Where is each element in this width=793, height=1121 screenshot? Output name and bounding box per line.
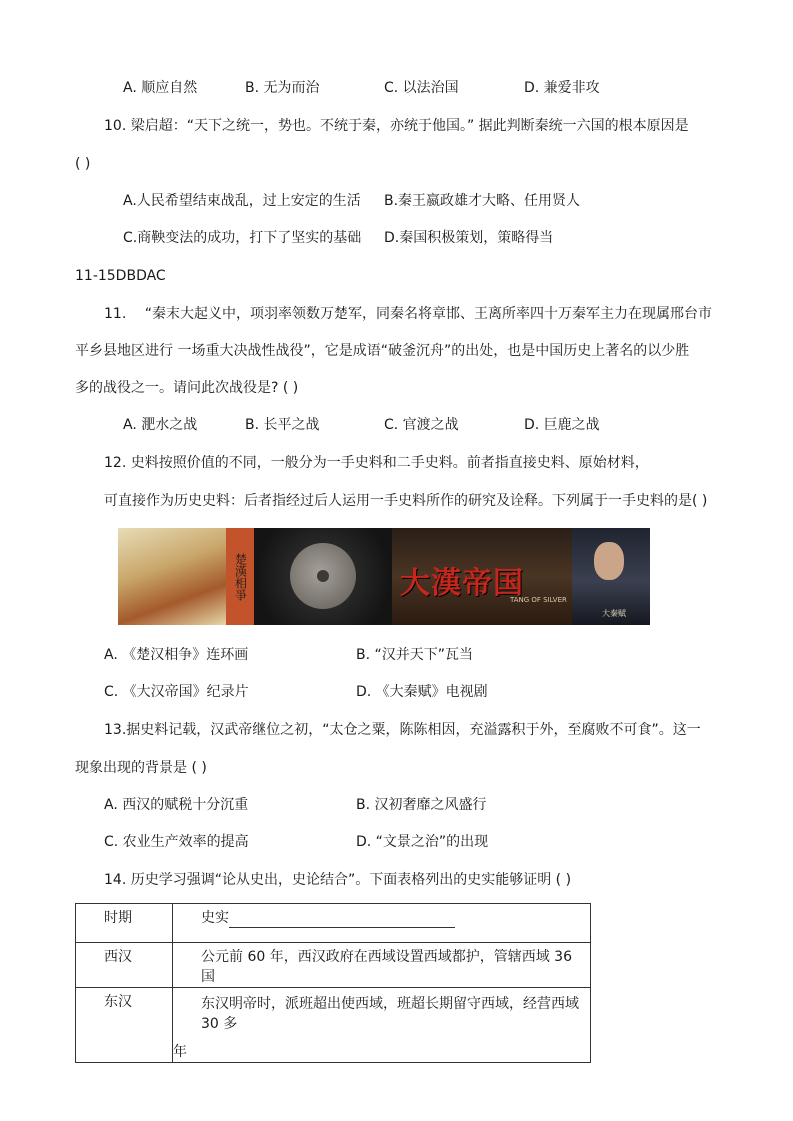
q12-option-b: B. “汉并天下”瓦当 bbox=[356, 647, 474, 663]
table-row bbox=[76, 988, 591, 1063]
q12-image-strip bbox=[118, 528, 650, 625]
q13-option-a: A. 西汉的赋税十分沉重 bbox=[104, 797, 249, 813]
q10-stem-line1: 10. 梁启超：“天下之统一，势也。不统于秦，亦统于他国。” 据此判断秦统一六国的根本原因是 bbox=[104, 118, 689, 134]
q12-stem-line2: 可直接作为历史史料：后者指经过后人运用一手史料所作的研究及诠释。下列属于一手史料的是( ) bbox=[104, 493, 708, 509]
q13-option-c: C. 农业生产效率的提高 bbox=[104, 834, 249, 850]
eave-tile-disc bbox=[290, 543, 356, 609]
q12-option-c: C. 《大汉帝国》纪录片 bbox=[104, 684, 249, 700]
row1-facts: 公元前 60 年，西汉政府在西域设置西域都护，管辖西域 36 国 bbox=[173, 943, 591, 988]
q11-stem-line1: 11. “秦末大起义中，项羽率领数万楚军，同秦名将章邯、王离所率四十万秦军主力在现属邢台市 bbox=[104, 306, 712, 322]
header-period: 时期 bbox=[76, 904, 173, 943]
q11-stem-line2: 平乡县地区进行 一场重大决战性战役”，它是成语“破釜沉舟”的出处，也是中国历史上著名的以少胜 bbox=[75, 343, 690, 359]
history-table bbox=[75, 903, 591, 1063]
row2-facts: 东汉明帝时，派班超出使西域，班超长期留守西域，经营西域 30 多 年 bbox=[173, 988, 591, 1063]
q12-stem-line1: 12. 史料按照价值的不同，一般分为一手史料和二手史料。前者指直接史料、原始材料， bbox=[104, 455, 649, 471]
q13-stem-line1: 13.据史料记载，汉武帝继位之初，“太仓之粟，陈陈相因，充溢露积于外，至腐败不可食”。这一 bbox=[104, 722, 701, 738]
q9-option-c: C. 以法治国 bbox=[384, 80, 459, 96]
q9-option-a: A. 顺应自然 bbox=[123, 80, 198, 96]
eave-tile-image bbox=[254, 528, 392, 625]
q10-option-d: D.秦国积极策划，策略得当 bbox=[384, 230, 554, 246]
actor-portrait bbox=[594, 542, 624, 580]
table-row bbox=[76, 943, 591, 988]
comic-book-cover-image bbox=[226, 528, 254, 625]
documentary-poster-subtitle: TANG OF SILVER bbox=[510, 596, 567, 604]
comic-cover-title: 楚漢相爭 bbox=[233, 552, 248, 601]
q10-option-c: C.商鞅变法的成功，打下了坚实的基础 bbox=[123, 230, 362, 246]
header-underline bbox=[229, 911, 455, 928]
q10-option-a: A.人民希望结束战乱，过上安定的生活 bbox=[123, 193, 361, 209]
documentary-poster-image bbox=[392, 528, 572, 625]
q11-option-d: D. 巨鹿之战 bbox=[524, 417, 600, 433]
q12-option-d: D. 《大秦赋》电视剧 bbox=[356, 684, 488, 700]
comic-battle-image bbox=[118, 528, 226, 625]
tv-drama-caption: 大秦赋 bbox=[602, 609, 626, 618]
row2-facts-wrap: 年 bbox=[173, 1044, 187, 1060]
q11-option-c: C. 官渡之战 bbox=[384, 417, 459, 433]
answer-key: 11-15DBDAC bbox=[75, 268, 166, 284]
q13-stem-line2: 现象出现的背景是 ( ) bbox=[75, 760, 207, 776]
tv-drama-poster-image bbox=[572, 528, 650, 625]
q14-stem: 14. 历史学习强调“论从史出，史论结合”。下面表格列出的史实能够证明 ( ) bbox=[104, 872, 572, 888]
table-header-row bbox=[76, 904, 591, 943]
documentary-poster-title: 大漢帝国 bbox=[400, 566, 524, 601]
q11-option-a: A. 淝水之战 bbox=[123, 417, 198, 433]
q13-option-b: B. 汉初奢靡之风盛行 bbox=[356, 797, 487, 813]
q9-option-b: B. 无为而治 bbox=[245, 80, 320, 96]
q11-option-b: B. 长平之战 bbox=[245, 417, 320, 433]
q13-option-d: D. “文景之治”的出现 bbox=[356, 834, 489, 850]
q10-option-b: B.秦王嬴政雄才大略、任用贤人 bbox=[384, 193, 581, 209]
q11-stem-line3: 多的战役之一。请问此次战役是? ( ) bbox=[75, 380, 299, 396]
q9-option-d: D. 兼爱非攻 bbox=[524, 80, 600, 96]
row1-period: 西汉 bbox=[76, 943, 173, 988]
q12-option-a: A. 《楚汉相争》连环画 bbox=[104, 647, 249, 663]
q10-stem-line2: ( ) bbox=[75, 156, 91, 172]
row2-period: 东汉 bbox=[76, 988, 173, 1063]
header-facts: 史实 bbox=[173, 904, 591, 943]
